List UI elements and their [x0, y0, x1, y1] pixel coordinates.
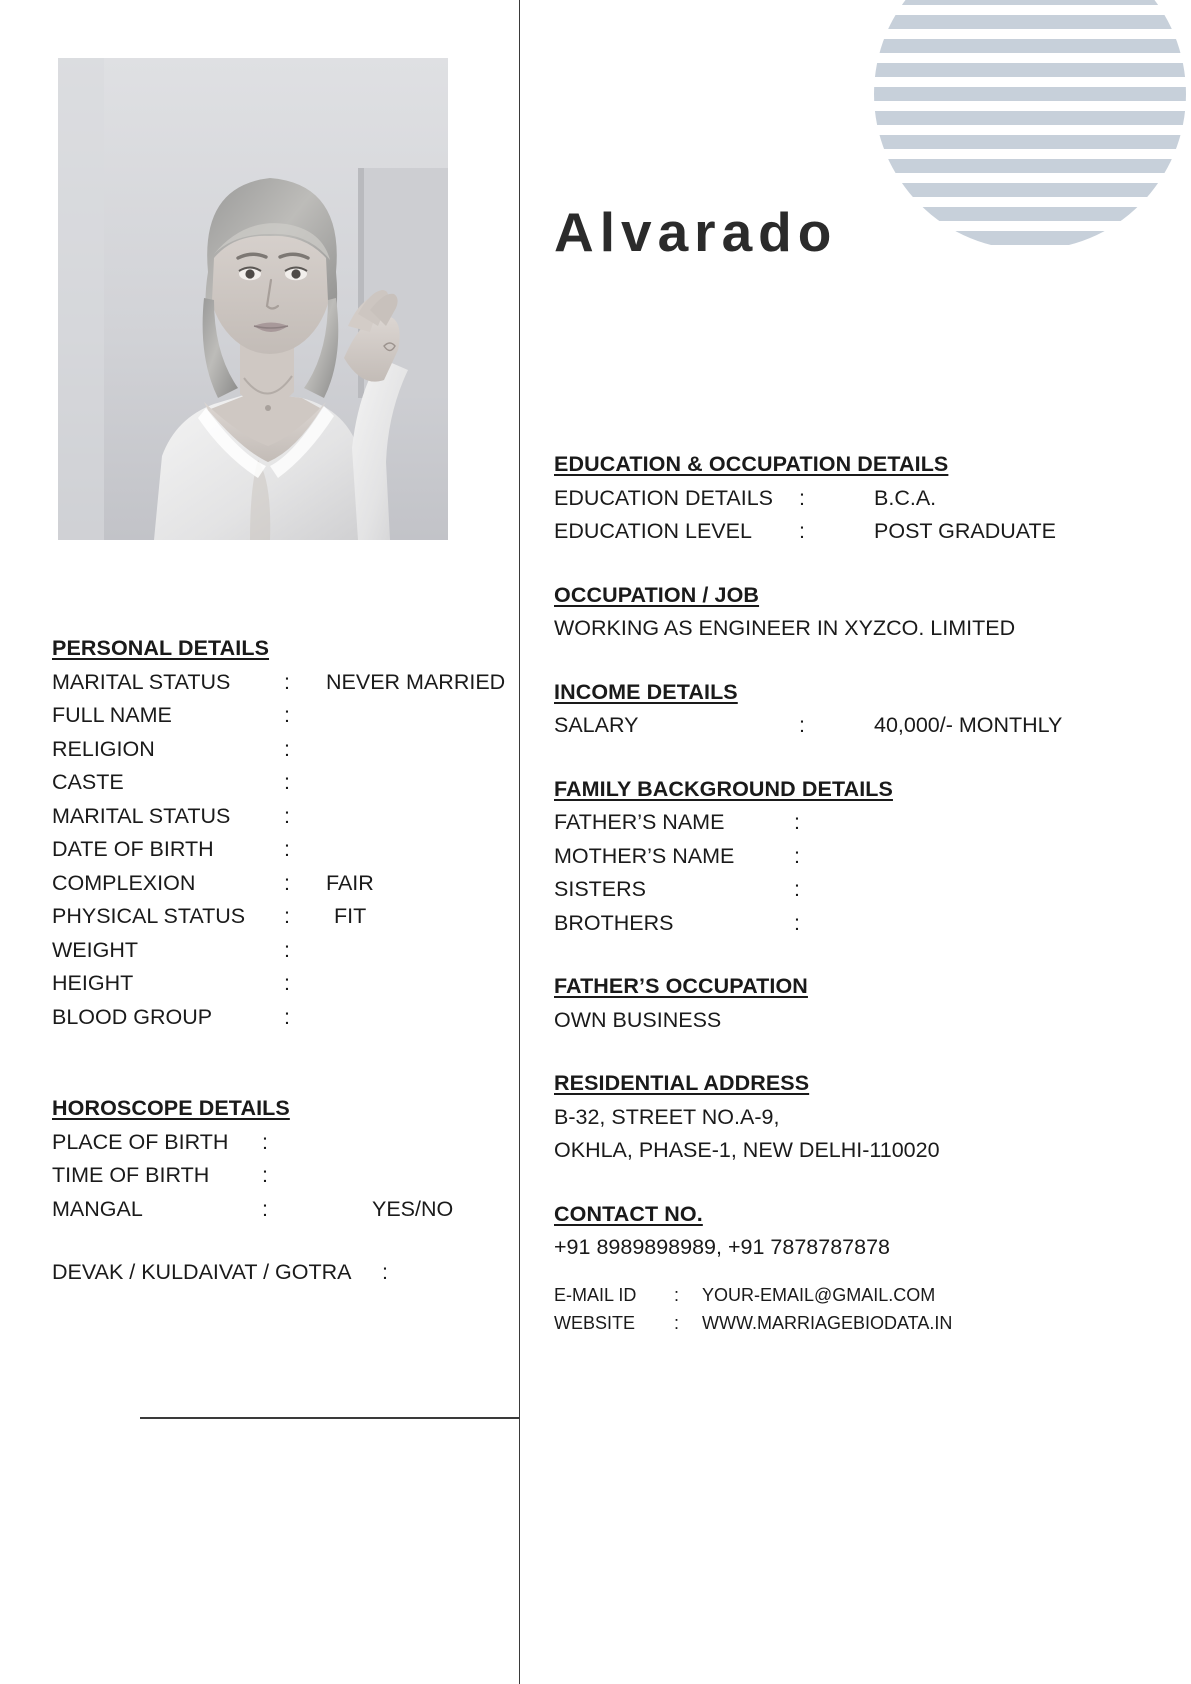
portrait-photo [58, 58, 448, 540]
row-colon: : [284, 971, 290, 995]
circle-stripe [874, 15, 1186, 30]
row-value: FAIR [326, 870, 374, 895]
row-label: PLACE OF BIRTH [52, 1129, 229, 1154]
contact-phone-numbers: +91 8989898989, +91 7878787878 [554, 1235, 890, 1259]
detail-row-fathers-name [554, 806, 1169, 840]
row-label: MARITAL STATUS [52, 669, 231, 694]
circle-stripe [874, 183, 1186, 198]
address-line-1: B-32, STREET NO.A-9, [554, 1104, 780, 1129]
row-colon: : [284, 770, 290, 794]
circle-stripe [874, 207, 1186, 222]
spacer [52, 1226, 507, 1256]
row-label: MARITAL STATUS [52, 803, 231, 828]
row-colon: : [794, 810, 800, 834]
circle-stripe [874, 0, 1186, 5]
row-colon: : [674, 1284, 680, 1305]
occupation-text: WORKING AS ENGINEER IN XYZCO. LIMITED [554, 616, 1016, 640]
row-colon: : [284, 870, 290, 895]
section-heading-occupation-job: OCCUPATION / JOB [554, 582, 760, 607]
detail-row-full-name [52, 699, 507, 733]
row-label: RELIGION [52, 736, 155, 761]
detail-row-marital-status-2 [52, 800, 507, 834]
detail-row-height [52, 967, 507, 1001]
detail-row-sisters [554, 873, 1169, 907]
detail-row-education-details [554, 482, 1169, 516]
row-colon: : [284, 669, 290, 694]
detail-row-marital-status [52, 666, 507, 700]
row-colon: : [284, 837, 290, 861]
row-colon: : [284, 904, 290, 928]
row-label: HEIGHT [52, 971, 134, 995]
section-heading-personal-details: PERSONAL DETAILS [52, 636, 270, 660]
row-label: SALARY [554, 713, 639, 737]
spacer [554, 1037, 1169, 1067]
circle-stripe [874, 111, 1186, 126]
row-value: B.C.A. [874, 485, 937, 510]
bottom-horizontal-rule [140, 1417, 519, 1419]
contact-links-block [554, 1281, 1169, 1337]
row-colon: : [284, 1004, 290, 1029]
detail-row-website [554, 1309, 1169, 1337]
row-label: MANGAL [52, 1196, 143, 1221]
circle-stripe [874, 87, 1186, 102]
section-heading-contact-no: CONTACT NO. [554, 1201, 703, 1226]
row-value: FIT [334, 904, 367, 928]
row-colon: : [262, 1196, 268, 1221]
row-value: YES/NO [372, 1196, 454, 1221]
detail-row-weight [52, 934, 507, 968]
circle-stripe [874, 231, 1186, 246]
left-column [52, 632, 507, 1290]
row-label: WEBSITE [554, 1312, 636, 1333]
circle-stripe [874, 39, 1186, 54]
row-colon: : [794, 910, 800, 935]
detail-row-devak-kuldaivat-gotra [52, 1256, 507, 1290]
detail-row-mothers-name [554, 840, 1169, 874]
spacer [554, 646, 1169, 676]
row-label: EDUCATION LEVEL [554, 519, 752, 543]
spacer [554, 1168, 1169, 1198]
section-heading-family-background-details: FAMILY BACKGROUND DETAILS [554, 776, 893, 801]
detail-row-religion [52, 733, 507, 767]
row-label: MOTHER’S NAME [554, 843, 735, 868]
row-colon: : [794, 877, 800, 901]
detail-row-time-of-birth [52, 1159, 507, 1193]
row-colon: : [284, 703, 290, 727]
right-column [554, 448, 1169, 1337]
detail-row-physical-status [52, 900, 507, 934]
detail-row-place-of-birth [52, 1126, 507, 1160]
row-colon: : [284, 803, 290, 828]
circle-stripe [874, 63, 1186, 78]
row-colon: : [674, 1312, 680, 1333]
section-heading-horoscope-details: HOROSCOPE DETAILS [52, 1096, 290, 1120]
row-label: TIME OF BIRTH [52, 1163, 210, 1187]
row-colon: : [382, 1260, 388, 1284]
striped-circle-icon [874, 0, 1186, 250]
detail-row-blood-group [52, 1001, 507, 1035]
row-colon: : [262, 1163, 268, 1187]
row-colon: : [284, 937, 290, 962]
detail-row-salary [554, 709, 1169, 743]
row-value: 40,000/- MONTHLY [874, 713, 1063, 737]
address-line-2: OKHLA, PHASE-1, NEW DELHI-110020 [554, 1138, 940, 1162]
section-heading-education-occupation-details: EDUCATION & OCCUPATION DETAILS [554, 452, 949, 476]
detail-row-complexion [52, 867, 507, 901]
row-label: BROTHERS [554, 910, 674, 935]
row-colon: : [799, 713, 805, 737]
detail-row-education-level [554, 515, 1169, 549]
row-colon: : [284, 736, 290, 761]
circle-stripe [874, 135, 1186, 150]
detail-row-email-id [554, 1281, 1169, 1309]
column-divider [519, 0, 520, 1684]
row-label: COMPLEXION [52, 870, 196, 895]
row-label: E-MAIL ID [554, 1284, 637, 1305]
row-value: NEVER MARRIED [326, 669, 506, 694]
row-label: EDUCATION DETAILS [554, 485, 774, 510]
section-heading-income-details: INCOME DETAILS [554, 679, 738, 704]
section-heading-residential-address: RESIDENTIAL ADDRESS [554, 1071, 810, 1095]
page-title: Alvarado [554, 201, 838, 263]
row-value: POST GRADUATE [874, 519, 1056, 543]
spacer [554, 743, 1169, 773]
row-colon: : [799, 485, 805, 510]
detail-row-mangal [52, 1193, 507, 1227]
spacer [52, 1034, 507, 1076]
row-label: WEIGHT [52, 937, 138, 962]
spacer [554, 549, 1169, 579]
row-label: SISTERS [554, 877, 646, 901]
row-colon: : [799, 519, 805, 543]
circle-stripe [874, 159, 1186, 174]
email-value[interactable]: YOUR-EMAIL@GMAIL.COM [702, 1284, 936, 1305]
spacer [554, 940, 1169, 970]
row-label: BLOOD GROUP [52, 1004, 213, 1029]
row-label: DATE OF BIRTH [52, 837, 214, 861]
row-colon: : [262, 1129, 268, 1154]
detail-row-caste [52, 766, 507, 800]
section-heading-fathers-occupation: FATHER’S OCCUPATION [554, 974, 808, 998]
row-label: FULL NAME [52, 703, 172, 727]
spacer [554, 1265, 1169, 1281]
row-label: CASTE [52, 770, 124, 794]
row-label: DEVAK / KULDAIVAT / GOTRA [52, 1260, 352, 1284]
detail-row-brothers [554, 907, 1169, 941]
row-label: FATHER’S NAME [554, 810, 725, 834]
detail-row-date-of-birth [52, 833, 507, 867]
row-colon: : [794, 843, 800, 868]
spacer [52, 1076, 507, 1092]
row-label: PHYSICAL STATUS [52, 904, 246, 928]
fathers-occupation-text: OWN BUSINESS [554, 1007, 722, 1032]
website-value[interactable]: WWW.MARRIAGEBIODATA.IN [702, 1312, 953, 1333]
